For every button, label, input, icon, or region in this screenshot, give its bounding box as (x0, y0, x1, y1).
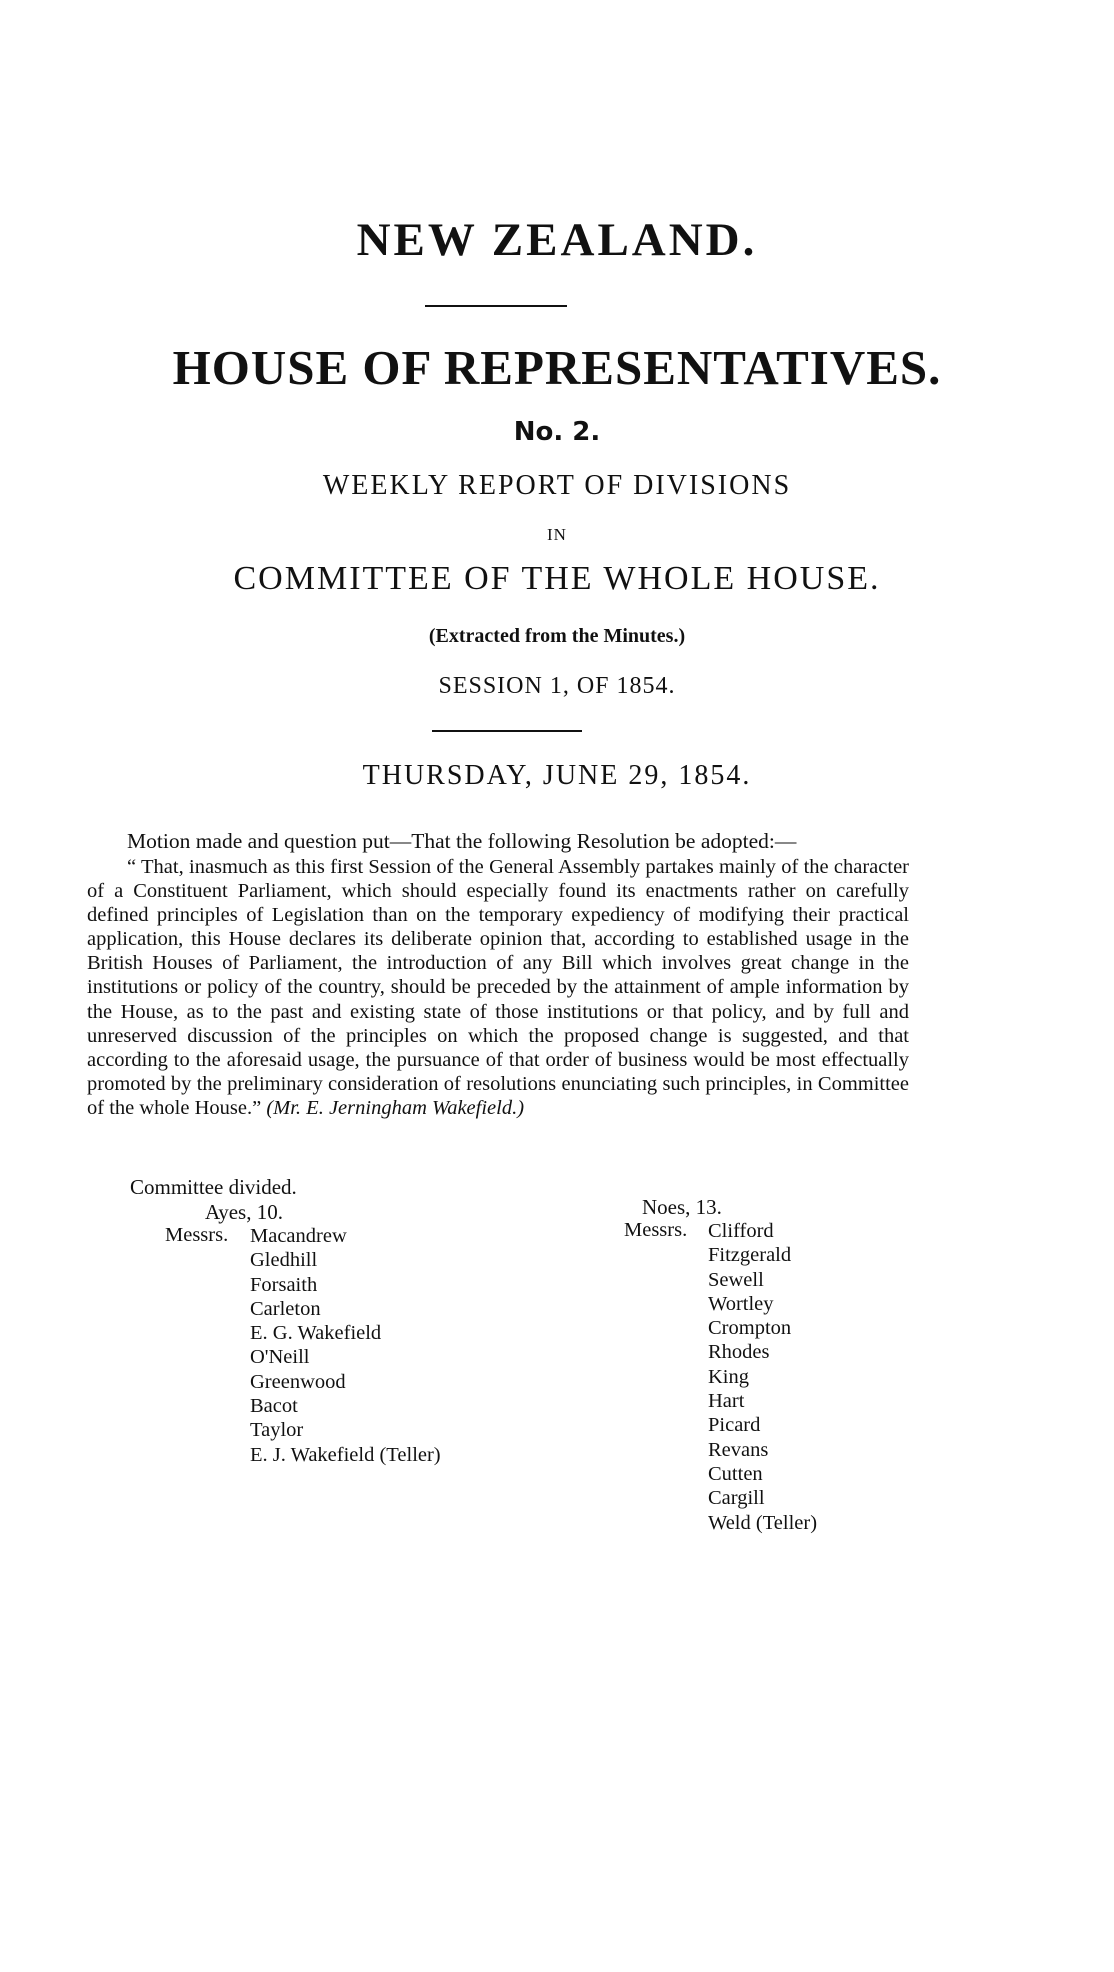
noes-heading: Noes, 13. (642, 1195, 722, 1219)
ayes-member-name: Forsaith (250, 1273, 318, 1296)
noes-member-name: Fitzgerald (708, 1244, 792, 1267)
ayes-heading: Ayes, 10. (205, 1200, 283, 1224)
motion-intro: Motion made and question put—That the following Resolution be adopted:— (127, 829, 797, 853)
committee-title: COMMITTEE OF THE WHOLE HOUSE. (233, 560, 881, 597)
mover-name: (Mr. E. Jerningham Wakefield.) (266, 1096, 525, 1119)
noes-member-name: Hart (708, 1390, 745, 1413)
ayes-member-name: Macandrew (250, 1225, 347, 1247)
section-rule (432, 730, 582, 732)
session-line: SESSION 1, OF 1854. (438, 673, 676, 699)
noes-member-name: Revans (708, 1438, 769, 1461)
report-connector: IN (547, 525, 567, 544)
noes-member-name: Cargill (708, 1487, 765, 1510)
resolution-text (87, 855, 909, 1120)
ayes-member-name: Bacot (250, 1395, 298, 1418)
noes-list (708, 1219, 817, 1535)
noes-member-name: Sewell (708, 1268, 764, 1291)
title-rule (425, 305, 567, 307)
division-line: Committee divided. (130, 1175, 297, 1199)
extract-note: (Extracted from the Minutes.) (428, 625, 686, 647)
ayes-member-name: Taylor (250, 1419, 304, 1442)
resolution-body: “ That, inasmuch as this first Session of the General Assembly partakes mainly of the character of a Constituent Parliament, which should especially found its enactments rather on carefully defined principles of Legislation than on the temporary expediency of modifying their practical application, this House declares its deliberate opinion that, according to established usage in the British Houses of Parliament, the introduction of any Bill which involves great change in the institutions or policy of the country, should be preceded by the attainment of ample information by the House, as to the past and existing state of those institutions or that policy, and by full and unreserved discussion of the principles on which the proposed change is suggested, and that according to the aforesaid usage, the pursuance of that order of business would be most effectually promoted by the preliminary consideration of resolutions enunciating such principles, in Committee of the whole House.” (87, 856, 909, 1119)
report-number: No. 2. (513, 417, 601, 447)
ayes-member-name: Gledhill (250, 1249, 318, 1272)
sitting-date: THURSDAY, JUNE 29, 1854. (362, 760, 752, 791)
noes-member-name: Crompton (708, 1317, 792, 1340)
noes-member-name: Picard (708, 1414, 761, 1437)
ayes-list (250, 1224, 441, 1467)
noes-member-name: Cutten (708, 1462, 763, 1485)
noes-member-name: Weld (Teller) (708, 1511, 818, 1534)
house-title: HOUSE OF REPRESENTATIVES. (172, 340, 942, 395)
noes-member-name: Wortley (708, 1292, 774, 1315)
noes-messrs-label: Messrs. (624, 1219, 688, 1241)
country-title: NEW ZEALAND. (356, 214, 758, 266)
ayes-messrs-label: Messrs. (165, 1224, 229, 1246)
ayes-member-name: E. G. Wakefield (250, 1322, 382, 1345)
ayes-member-name: Greenwood (250, 1370, 346, 1393)
noes-member-name: Clifford (708, 1220, 774, 1242)
ayes-member-name: E. J. Wakefield (Teller) (250, 1443, 441, 1466)
noes-member-name: King (708, 1365, 749, 1388)
report-title: WEEKLY REPORT OF DIVISIONS (322, 470, 792, 501)
noes-member-name: Rhodes (708, 1341, 770, 1364)
ayes-member-name: Carleton (250, 1297, 321, 1320)
ayes-member-name: O'Neill (250, 1346, 310, 1369)
